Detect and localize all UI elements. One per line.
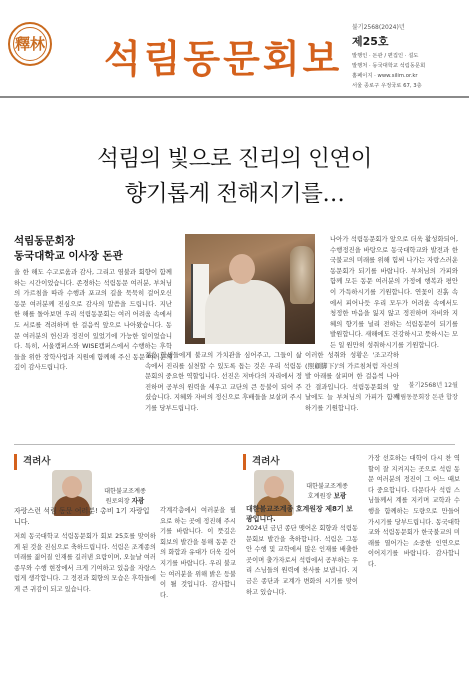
greeting-left-column-a: 저희 동국대학교 석림동문회가 회보 25호를 맞이하게 된 것을 진심으로 축하드립니다. 석림은 조계종의 미래를 짊어질 인재를 길러낸 요람이며, 오늘날 여러 종무와 수행 현장에서 크게 기여하고 있음을 자랑스럽게 생각합니다. 그 정진과 회향의 모습은 후학들에게 큰 귀감이 되고 있습니다. [14, 533, 156, 593]
address-line-3: 서울 종로구 우정국로 67, 3층 [352, 83, 422, 89]
caption-org: 대한불교조계종 [104, 488, 146, 495]
article-column-2: 젊은 학생들에게 불교의 가치관을 심어주고, 그들이 삶 속에서 진리를 실천할 수 있도록 돕는 것은 우리 석림동문회의 중요한 역할입니다. 선진은 저마다의 자리에서 정진하며 공부의 원력을 세우고 교단의 큰 등불이 되어 주셨습니다. 지혜와 자비의 정신으로 후배들을 보살펴 주시기를 당부드립니다. [145, 351, 302, 412]
address-line-2: 홈페이지 · www.silim.or.kr [352, 73, 418, 79]
greeting-left-lead: 자랑스런 석림 동문 여러분! 총비 1기 자랑입니다. [14, 507, 150, 526]
article-column-1: 올 한 해도 수고로움과 감사, 그리고 염불과 회향이 함께 하는 시간이었습니다. 존경하는 석림동문 여러분, 부처님의 가르침을 따라 수행과 포교의 길을 묵묵히 걸어오신 동문 여러분께 진심으로 감사의 말씀을 드립니다. 지난 한 해를 돌아보면 우리 석림동문회는 여러 어려움 속에서도 서로를 격려하며 한 걸음씩 앞으로 나아왔습니다. 동문 여러분의 헌신과 정진이 있었기에 가능한 일이었습니다. 특히, 서울캠퍼스와 WISE캠퍼스에서 수행하는 후학들을 위한 장학사업과 지원에 함께해 주신 동문 여러분께 깊이 감사드립니다. [14, 268, 172, 372]
seal-emblem [8, 22, 52, 66]
byline-title: 석림동문회장 [14, 235, 75, 247]
issue-date: 불기2568(2024)년 [352, 24, 405, 31]
masthead [0, 0, 469, 96]
article-column-4: 나아가 석림동문회가 앞으로 더욱 활성화되어, 수행정진을 바탕으로 동국대학교와 발전과 한국불교의 미래를 위해 힘써 나가는 자랑스러운 동문회가 되기를 바랍니다. 부처님의 가피와 함께 모든 동문 여러분의 가정에 행복과 평안이 가득하시기를 기원합니다. 연꽃이 진흙 속에서 피어나듯 우리 모두가 어려움 속에서도 청정한 마음을 잃지 않고 정진하며 자비와 지혜의 향기를 널리 전하는 석림동문이 되기를 발원합니다. 새해에도 건강하시고 뜻하시는 모든 일 원만히 성취하시기를 기원합니다. [330, 235, 458, 349]
publisher-line: 발행인 · 돈관 / 편집인 · 설도 [352, 53, 419, 59]
byline-name: 동국대학교 이사장 돈관 [14, 250, 123, 262]
signature-year: 불기2568년 12월 [408, 382, 458, 389]
emblem-text: 釋林 [13, 27, 47, 61]
article-column-3: 이러한 성취와 성황은 '조고각하(照顧脚下)'의 가르침처럼 자신의 발 아래를 살피며 한 걸음씩 나아간 결과입니다. 석림동문회의 앞날에도 늘 부처님의 가피가 함께하기를 기원합니다. [305, 351, 399, 412]
caption-right [296, 482, 358, 501]
article-signature [330, 380, 458, 404]
headline-line-1: 석림의 빛으로 진리의 인연이 [97, 146, 372, 172]
newsletter-title: 석림동문회보 [104, 36, 343, 81]
monk-head-shape [229, 254, 255, 284]
headline-line-2: 향기롭게 전해지기를… [124, 181, 345, 207]
caption-name: 자광 [131, 496, 145, 505]
caption-role: 원로의장 [105, 497, 130, 505]
greeting-right-column-b: 가장 선호하는 대학이 다시 찬 역할이 잘 지켜지는 곳으로 석림 동문 여러분의 정진이 그 어느 때보다 중요합니다. 다문다사 석림 스님들께서 계를 지키며 교학과 수행을 함께하는 도량으로 만들어 가시기를 당부드립니다. 동국대학교와 석림동문회가 한국불교의 미래를 열어가는 소중한 인연으로 이어지기를 바랍니다. 감사합니다. [368, 455, 460, 568]
greeting-right-column-a: 2024년 금년 종단 맺어온 회향과 석림동문회보 발간을 축하합니다. 석림은 그동안 수행 및 교학에서 많은 인재를 배출한 곳이며 출가자로서 석림에서 공부하는 우리 스님들의 원력에 찬사를 보냅니다. 지금은 종단과 교계가 변화의 시기를 맞이하고 있습니다. [246, 525, 358, 596]
greeting-right-title: 대한불교조계종 호계원장 제8기 보광입니다. [246, 505, 353, 523]
address-line-1: 발행처 · 동국대학교 석림동문회 [352, 63, 426, 69]
buddha-statue-shape [290, 246, 314, 304]
face-shape [264, 476, 284, 498]
caption-name: 보광 [333, 491, 347, 500]
section-tag-right: 격려사 [243, 454, 286, 470]
caption-role: 호계원장 [307, 492, 332, 500]
face-shape [62, 476, 82, 498]
headline [0, 142, 469, 212]
caption-left [95, 487, 155, 506]
article-byline [14, 234, 179, 264]
signature-name: 석림동문회장 돈관 합장 [394, 394, 458, 401]
monk-robe-shape [205, 280, 285, 344]
masthead-divider [0, 96, 469, 98]
caption-org: 대한불교조계종 [306, 483, 348, 490]
issue-info [352, 22, 464, 89]
greeting-left-column-b: 각계각층에서 여러분을 필요로 하는 곳에 정진해 주시기를 바랍니다. 이 뜻깊은 회보의 발간을 통해 동문 간의 화합과 유대가 더욱 깊어지기를 바랍니다. 우리 불교는 여러분을 위해 밝은 등불이 될 것입니다. 감사합니다. [160, 507, 236, 599]
section-tag-left: 격려사 [14, 454, 57, 470]
section-divider [14, 444, 455, 445]
issue-number: 제25호 [352, 35, 389, 48]
article-photo [185, 234, 315, 344]
